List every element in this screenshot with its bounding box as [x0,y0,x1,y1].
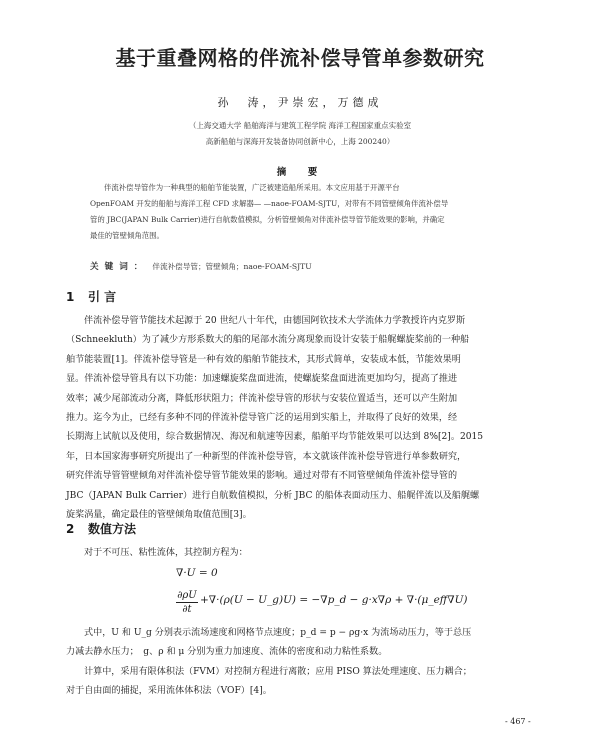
affiliation-line-1: （上海交通大学 船舶海洋与建筑工程学院 海洋工程国家重点实验室 [188,121,412,130]
section-2-number: 2 [66,522,75,536]
body-line: 舶节能装置[1]。伴流补偿导管是一种有效的船舶节能技术，其形式简单，安装成本低，节能效果明 [66,354,461,365]
section-1-heading [66,288,116,305]
section-2-intro: 对于不可压、粘性流体，其控制方程为： [84,548,248,558]
body-line: （Schneekluth）为了减少方形系数大的船的尾部水流分离现象而设计安装于船艉螺旋桨前的一种船 [66,335,470,346]
equation-momentum: +∇·(ρ(U − U_g)U) = −∇p_d − g·x∇ρ + ∇·(μ_eff∇U) [200,594,468,606]
abstract-line: OpenFOAM 开发的船舶与海洋工程 CFD 求解器— —naoe-FOAM-SJTU，对带有不同管壁倾角伴流补偿导 [90,199,449,208]
equation-momentum-fraction [176,590,198,615]
section-1-title: 引 言 [88,290,117,304]
authors: 孙 涛，尹崇宏，万德成 [217,96,383,109]
paper-title: 基于重叠网格的伴流补偿导管单参数研究 [115,46,485,70]
affiliation-line-2: 高新船舶与深海开发装备协同创新中心，上海 200240） [205,137,395,146]
body-line: 力减去静水压力； g、ρ 和 μ 分别为重力加速度、流体的密度和动力粘性系数。 [66,647,388,658]
section-2-body [66,624,534,702]
fraction-denominator: ∂t [182,604,192,615]
body-line: 效率；减少尾部流动分离，降低形状阻力；伴流补偿导管的形状与安装位置适当，还可以产生附加 [66,393,458,404]
abstract-body [90,180,510,244]
section-2-heading [66,520,136,537]
body-line: 推力。迄今为止，已经有多种不同的伴流补偿导管广泛的运用到实船上，并取得了良好的效果，经 [66,413,458,424]
body-line: 显。伴流补偿导管具有以下功能：加速螺旋桨盘面进流，使螺旋桨盘面进流更加均匀，提高了推进 [66,374,458,385]
equation-continuity: ∇·U = 0 [176,567,218,579]
keywords-label: 关键词： [90,262,149,272]
section-2-title: 数值方法 [88,522,137,536]
keywords-text: 伴流补偿导管；管壁倾角；naoe-FOAM-SJTU [152,262,312,271]
body-line: 研究伴流导管管壁倾角对伴流补偿导管节能效果的影响。通过对带有不同管壁倾角伴流补偿导管的 [66,471,458,482]
abstract-line: 管的 JBC(JAPAN Bulk Carrier)进行自航数值模拟，分析管壁倾角对伴流补偿导管节能效果的影响，并确定 [90,215,445,224]
body-line: 计算中，采用有限体积法（FVM）对控制方程进行离散；应用 PISO 算法处理速度、压力耦合； [84,666,472,677]
section-1-number: 1 [66,290,75,304]
page-number: - 467 - [505,717,531,726]
body-line: JBC（JAPAN Bulk Carrier）进行自航数值模拟，分析 JBC 的船体表面动压力、船艉伴流以及船艉螺 [66,490,480,501]
body-line: 旋桨涡量，确定最佳的管壁倾角取值范围[3]。 [66,510,252,521]
body-line: 长期海上试航以及使用，综合数据情况、海况和航速等因素，船舶平均节能效果可以达到 8%[2]。2015 [66,432,484,443]
section-1-body [66,312,534,525]
fraction-numerator: ∂ρU [177,590,197,601]
abstract-line: 伴流补偿导管作为一种典型的船舶节能装置，广泛被建造船所采用。本文应用基于开源平台 [104,183,400,192]
body-line: 年，日本国家海事研究所提出了一种新型的伴流补偿导管，本文就该伴流补偿导管进行单参数研究， [66,451,467,462]
body-line: 伴流补偿导管节能技术起源于 20 世纪八十年代，由德国阿钦技术大学流体力学教授许内克罗斯 [84,316,466,326]
body-line: 式中，U 和 U_g 分别表示流场速度和网格节点速度；p_d = p − ρg·x 为流场动压力，等于总压 [84,628,472,638]
abstract-heading: 摘 要 [276,167,324,178]
keywords-row [90,260,530,272]
body-line: 对于自由面的捕捉，采用流体体积法（VOF）[4]。 [66,686,272,697]
abstract-line: 最佳的管壁倾角范围。 [90,231,164,240]
